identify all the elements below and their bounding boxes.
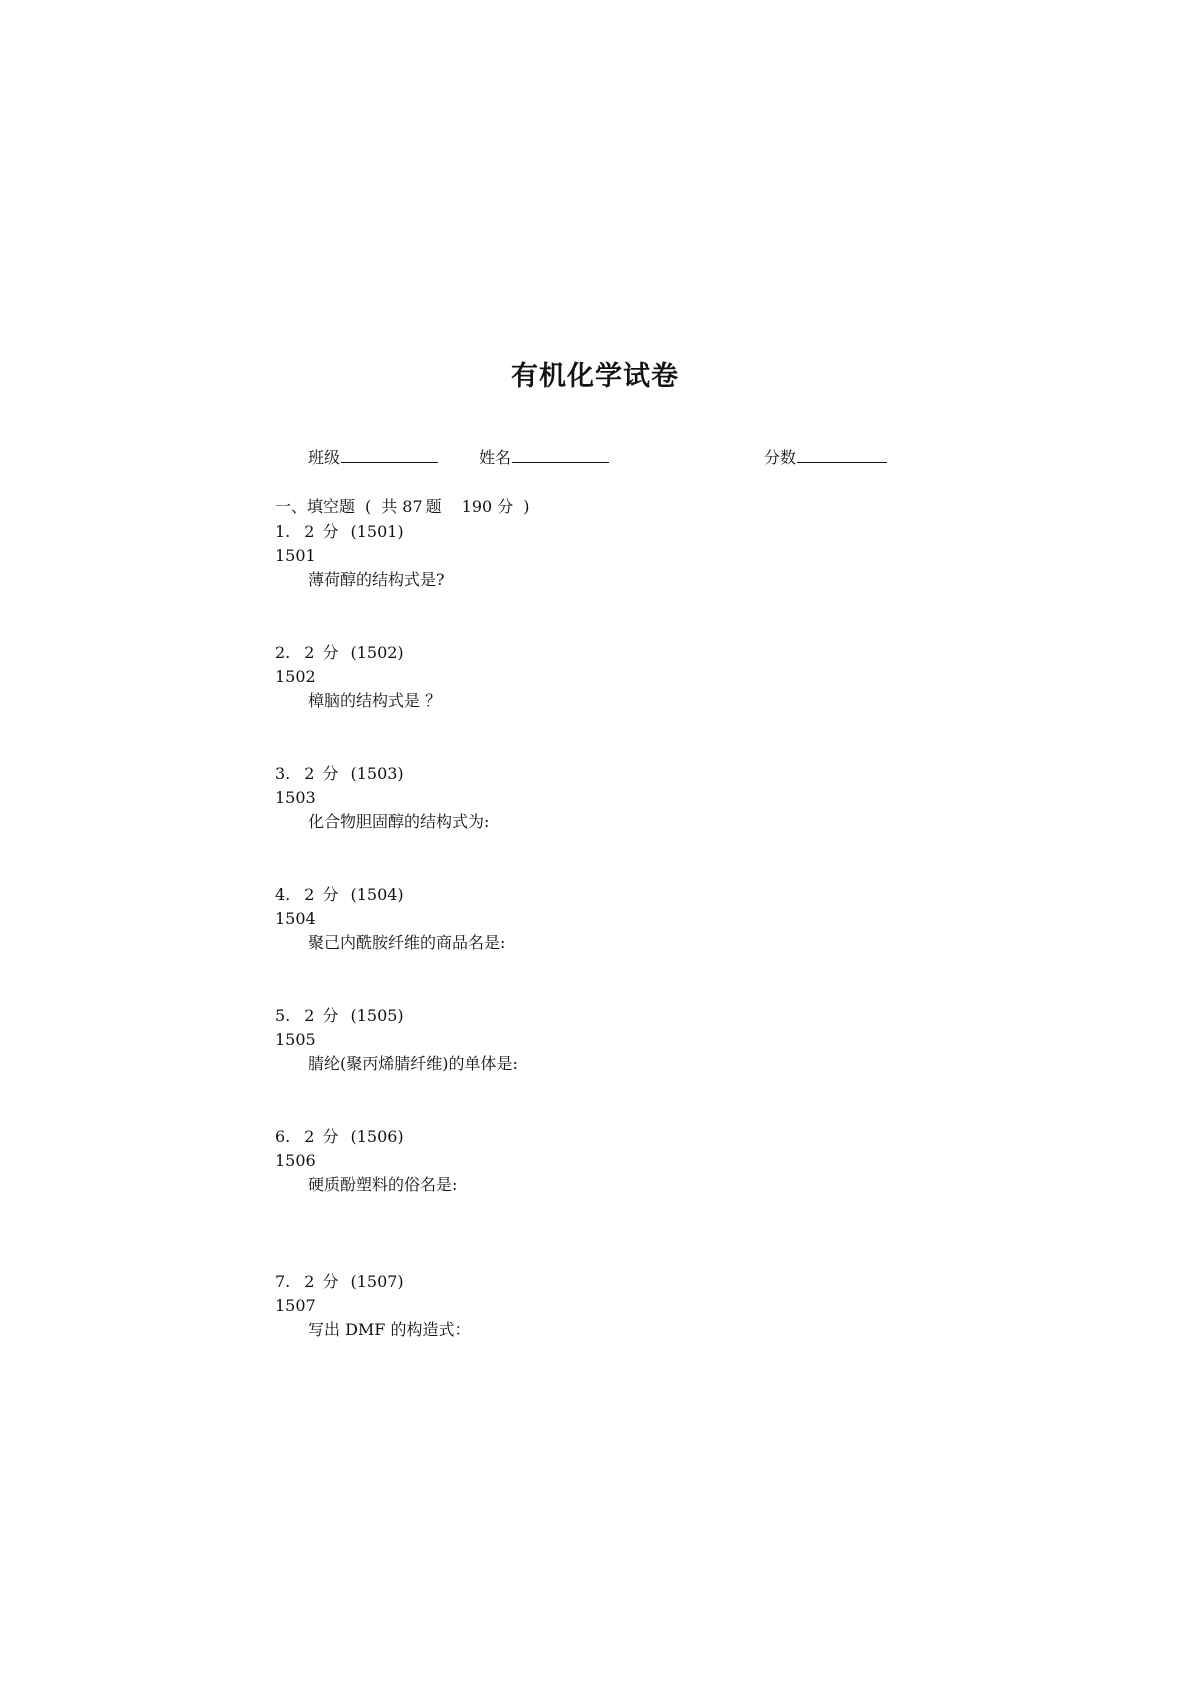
- question-5-header: [275, 1005, 404, 1027]
- question-number: 2.: [275, 643, 291, 662]
- section-count: 87: [402, 497, 423, 516]
- question-2-header: [275, 642, 404, 664]
- question-3-header: [275, 763, 404, 785]
- question-number: 5.: [275, 1006, 291, 1025]
- question-id: (1507): [350, 1272, 404, 1291]
- question-7-text: 写出 DMF 的构造式：: [308, 1320, 471, 1339]
- section-total-prefix: 共: [381, 497, 398, 516]
- question-5-code: 1505: [275, 1030, 316, 1049]
- question-number: 7.: [275, 1272, 291, 1291]
- question-score-unit: 分: [322, 1272, 339, 1291]
- question-score-unit: 分: [322, 885, 339, 904]
- section-heading: [275, 496, 529, 518]
- question-id: (1505): [350, 1006, 404, 1025]
- question-score: 2: [304, 1006, 315, 1025]
- section-paren-open: (: [365, 497, 372, 516]
- question-7-header: [275, 1271, 404, 1293]
- question-1-text: 薄荷醇的结构式是?: [308, 570, 445, 589]
- question-6-code: 1506: [275, 1151, 316, 1170]
- question-score: 2: [304, 885, 315, 904]
- question-id: (1504): [350, 885, 404, 904]
- class-blank: [341, 446, 438, 463]
- question-score: 2: [304, 643, 315, 662]
- score-blank: [797, 446, 887, 463]
- question-3-text: 化合物胆固醇的结构式为:: [308, 812, 490, 831]
- section-count-unit: 题: [425, 497, 442, 516]
- question-4-header: [275, 884, 404, 906]
- name-field: [479, 446, 609, 469]
- question-number: 4.: [275, 885, 291, 904]
- question-2-code: 1502: [275, 667, 316, 686]
- question-7-code: 1507: [275, 1296, 316, 1315]
- class-label: 班级: [308, 448, 341, 467]
- question-score: 2: [304, 1272, 315, 1291]
- question-id: (1506): [350, 1127, 404, 1146]
- page-title: 有机化学试卷: [511, 361, 679, 392]
- question-1-code: 1501: [275, 546, 316, 565]
- question-5-text: 腈纶(聚丙烯腈纤维)的单体是:: [308, 1054, 518, 1073]
- question-6-header: [275, 1126, 404, 1148]
- score-field: [764, 446, 887, 469]
- question-id: (1502): [350, 643, 404, 662]
- section-paren-close: ): [523, 497, 530, 516]
- question-score-unit: 分: [322, 643, 339, 662]
- class-field: [308, 446, 438, 469]
- question-6-text: 硬质酚塑料的俗名是:: [308, 1175, 458, 1194]
- name-blank: [512, 446, 609, 463]
- section-points: 190: [461, 497, 493, 516]
- question-score-unit: 分: [322, 522, 339, 541]
- question-1-header: [275, 521, 404, 543]
- question-2-text: 樟脑的结构式是 ？: [308, 691, 442, 710]
- question-3-code: 1503: [275, 788, 316, 807]
- question-number: 6.: [275, 1127, 291, 1146]
- question-score-unit: 分: [322, 1127, 339, 1146]
- name-label: 姓名: [479, 448, 512, 467]
- question-score: 2: [304, 764, 315, 783]
- question-4-code: 1504: [275, 909, 316, 928]
- question-number: 1.: [275, 522, 291, 541]
- question-4-text: 聚己内酰胺纤维的商品名是:: [308, 933, 506, 952]
- question-id: (1503): [350, 764, 404, 783]
- section-points-unit: 分: [497, 497, 514, 516]
- score-label: 分数: [764, 448, 797, 467]
- question-score: 2: [304, 522, 315, 541]
- section-label: 一、填空题: [275, 497, 356, 516]
- question-number: 3.: [275, 764, 291, 783]
- question-score: 2: [304, 1127, 315, 1146]
- question-score-unit: 分: [322, 1006, 339, 1025]
- question-score-unit: 分: [322, 764, 339, 783]
- question-id: (1501): [350, 522, 404, 541]
